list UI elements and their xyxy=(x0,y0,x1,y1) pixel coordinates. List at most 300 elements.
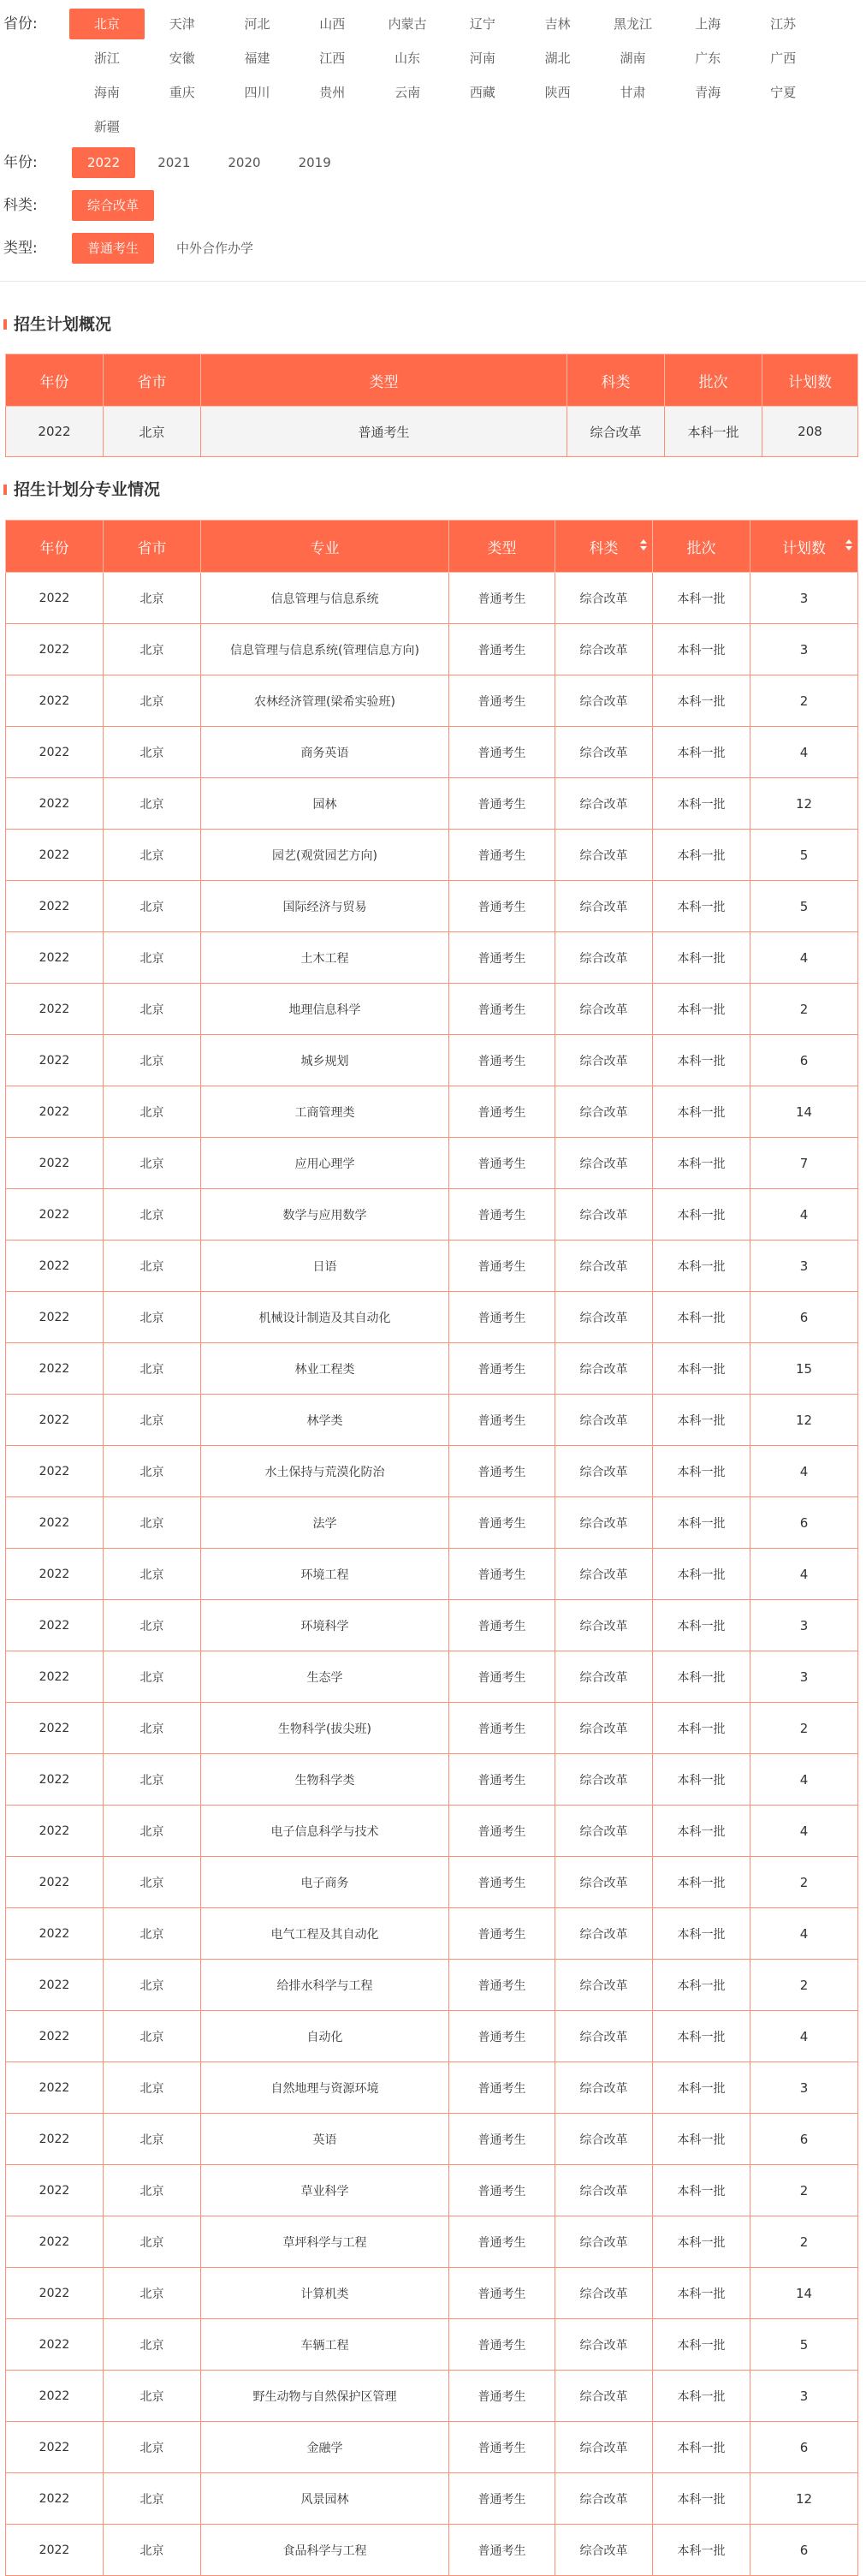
majors-header-label: 类型 xyxy=(487,539,517,557)
table-cell: 北京 xyxy=(104,1908,201,1960)
table-cell: 综合改革 xyxy=(555,727,653,778)
table-cell: 综合改革 xyxy=(555,1857,653,1908)
table-cell: 2022 xyxy=(6,2371,104,2422)
table-cell: 3 xyxy=(750,1651,858,1703)
table-cell: 北京 xyxy=(104,1651,201,1703)
table-cell: 2022 xyxy=(6,2062,104,2114)
table-cell: 2022 xyxy=(6,1138,104,1189)
table-cell: 2 xyxy=(750,1857,858,1908)
table-cell: 普通考生 xyxy=(449,1138,555,1189)
divider xyxy=(0,281,866,282)
table-cell: 综合改革 xyxy=(555,1138,653,1189)
table-cell: 2022 xyxy=(6,2268,104,2319)
table-cell: 北京 xyxy=(104,1189,201,1240)
table-cell: 综合改革 xyxy=(555,1343,653,1395)
table-cell: 4 xyxy=(750,727,858,778)
table-cell: 本科一批 xyxy=(653,1651,750,1703)
table-cell: 4 xyxy=(750,932,858,984)
province-option[interactable]: 江苏 xyxy=(770,16,797,32)
table-cell: 应用心理学 xyxy=(201,1138,449,1189)
majors-header-label: 专业 xyxy=(310,539,340,557)
table-cell: 综合改革 xyxy=(555,1960,653,2011)
table-cell: 英语 xyxy=(201,2114,449,2165)
table-cell: 12 xyxy=(750,778,858,830)
table-cell: 北京 xyxy=(104,2062,201,2114)
table-cell: 北京 xyxy=(104,1600,201,1651)
province-option[interactable]: 四川 xyxy=(244,85,270,100)
table-cell: 北京 xyxy=(104,573,201,624)
table-cell: 商务英语 xyxy=(201,727,449,778)
table-cell: 本科一批 xyxy=(653,932,750,984)
province-option[interactable]: 江西 xyxy=(319,51,346,66)
table-cell: 14 xyxy=(750,1086,858,1138)
table-cell: 电子商务 xyxy=(201,1857,449,1908)
year-option[interactable]: 2020 xyxy=(228,155,261,170)
table-cell: 综合改革 xyxy=(555,1703,653,1754)
province-option[interactable]: 贵州 xyxy=(319,85,346,100)
table-cell: 林学类 xyxy=(201,1395,449,1446)
summary-cell: 北京 xyxy=(104,407,201,457)
year-filter-row xyxy=(0,147,353,178)
table-cell: 3 xyxy=(750,573,858,624)
table-cell: 2022 xyxy=(6,573,104,624)
table-cell: 综合改革 xyxy=(555,1549,653,1600)
table-cell: 北京 xyxy=(104,984,201,1035)
table-cell: 12 xyxy=(750,1395,858,1446)
table-cell: 草坪科学与工程 xyxy=(201,2216,449,2268)
summary-cell: 208 xyxy=(762,407,858,457)
table-cell: 综合改革 xyxy=(555,2062,653,2114)
table-cell: 园林 xyxy=(201,778,449,830)
year-options xyxy=(72,147,353,178)
table-cell: 普通考生 xyxy=(449,2525,555,2576)
table-cell: 北京 xyxy=(104,1395,201,1446)
table-cell: 2022 xyxy=(6,624,104,675)
table-cell: 农林经济管理(梁希实验班) xyxy=(201,675,449,727)
table-cell: 普通考生 xyxy=(449,573,555,624)
table-cell: 2022 xyxy=(6,2165,104,2216)
type-option[interactable]: 普通考生 xyxy=(72,233,154,264)
table-cell: 2022 xyxy=(6,2319,104,2371)
table-cell: 3 xyxy=(750,2062,858,2114)
table-cell: 本科一批 xyxy=(653,1446,750,1497)
majors-header-label: 省市 xyxy=(137,539,167,557)
table-cell: 普通考生 xyxy=(449,2473,555,2525)
province-option[interactable]: 湖北 xyxy=(544,51,571,66)
table-cell: 综合改革 xyxy=(555,573,653,624)
table-cell: 2 xyxy=(750,2216,858,2268)
table-cell: 信息管理与信息系统 xyxy=(201,573,449,624)
table-cell: 普通考生 xyxy=(449,1754,555,1806)
table-cell: 2022 xyxy=(6,1292,104,1343)
table-cell: 北京 xyxy=(104,1549,201,1600)
table-cell: 北京 xyxy=(104,1703,201,1754)
table-cell: 金融学 xyxy=(201,2422,449,2473)
table-cell: 2 xyxy=(750,984,858,1035)
table-cell: 综合改革 xyxy=(555,881,653,932)
table-row xyxy=(6,2216,858,2268)
majors-header-cell[interactable] xyxy=(750,521,858,573)
table-cell: 本科一批 xyxy=(653,2062,750,2114)
province-option[interactable]: 吉林 xyxy=(544,16,571,32)
table-cell: 本科一批 xyxy=(653,2422,750,2473)
province-option[interactable]: 福建 xyxy=(244,51,270,66)
province-option[interactable]: 天津 xyxy=(169,16,195,32)
table-cell: 本科一批 xyxy=(653,778,750,830)
table-cell: 北京 xyxy=(104,2473,201,2525)
table-row xyxy=(6,1806,858,1857)
table-cell: 法学 xyxy=(201,1497,449,1549)
table-row xyxy=(6,727,858,778)
table-cell: 2022 xyxy=(6,1908,104,1960)
table-cell: 电子信息科学与技术 xyxy=(201,1806,449,1857)
table-cell: 综合改革 xyxy=(555,2114,653,2165)
table-cell: 本科一批 xyxy=(653,573,750,624)
table-cell: 2022 xyxy=(6,2011,104,2062)
sort-icon[interactable] xyxy=(845,539,851,551)
table-cell: 普通考生 xyxy=(449,2114,555,2165)
table-cell: 北京 xyxy=(104,1138,201,1189)
table-cell: 2022 xyxy=(6,1086,104,1138)
table-cell: 普通考生 xyxy=(449,778,555,830)
table-cell: 本科一批 xyxy=(653,2165,750,2216)
type-option[interactable]: 中外合作办学 xyxy=(176,241,254,256)
table-cell: 生态学 xyxy=(201,1651,449,1703)
table-cell: 普通考生 xyxy=(449,1857,555,1908)
table-cell: 北京 xyxy=(104,1497,201,1549)
province-option[interactable]: 海南 xyxy=(93,85,120,100)
table-cell: 计算机类 xyxy=(201,2268,449,2319)
province-option[interactable]: 浙江 xyxy=(93,51,120,66)
province-option[interactable]: 安徽 xyxy=(169,51,195,66)
table-row xyxy=(6,1086,858,1138)
table-cell: 本科一批 xyxy=(653,624,750,675)
province-option[interactable]: 河北 xyxy=(244,16,270,32)
table-cell: 综合改革 xyxy=(555,932,653,984)
table-cell: 普通考生 xyxy=(449,1395,555,1446)
table-cell: 综合改革 xyxy=(555,1908,653,1960)
table-cell: 北京 xyxy=(104,2216,201,2268)
table-cell: 2022 xyxy=(6,1754,104,1806)
table-cell: 3 xyxy=(750,624,858,675)
table-cell: 普通考生 xyxy=(449,1960,555,2011)
province-option[interactable]: 内蒙古 xyxy=(388,16,427,32)
table-cell: 4 xyxy=(750,1754,858,1806)
province-option[interactable]: 青海 xyxy=(695,85,721,100)
table-cell: 本科一批 xyxy=(653,2216,750,2268)
table-cell: 本科一批 xyxy=(653,1549,750,1600)
table-cell: 2022 xyxy=(6,1806,104,1857)
table-cell: 北京 xyxy=(104,830,201,881)
table-cell: 本科一批 xyxy=(653,1497,750,1549)
year-option[interactable]: 2021 xyxy=(157,155,191,170)
table-row xyxy=(6,2319,858,2371)
majors-header-cell xyxy=(653,521,750,573)
table-cell: 综合改革 xyxy=(555,2011,653,2062)
table-cell: 环境科学 xyxy=(201,1600,449,1651)
table-cell: 15 xyxy=(750,1343,858,1395)
table-row xyxy=(6,1446,858,1497)
table-cell: 北京 xyxy=(104,778,201,830)
table-cell: 北京 xyxy=(104,624,201,675)
province-option[interactable]: 甘肃 xyxy=(620,85,646,100)
table-row xyxy=(6,1497,858,1549)
table-cell: 综合改革 xyxy=(555,1651,653,1703)
summary-header-cell: 类型 xyxy=(201,354,567,407)
table-cell: 普通考生 xyxy=(449,830,555,881)
summary-cell: 2022 xyxy=(6,407,104,457)
table-cell: 本科一批 xyxy=(653,675,750,727)
table-cell: 普通考生 xyxy=(449,1240,555,1292)
table-cell: 本科一批 xyxy=(653,1292,750,1343)
table-cell: 地理信息科学 xyxy=(201,984,449,1035)
subject-label: 科类: xyxy=(3,197,38,214)
table-cell: 北京 xyxy=(104,1446,201,1497)
province-option[interactable]: 山东 xyxy=(394,51,421,66)
table-cell: 本科一批 xyxy=(653,1189,750,1240)
sort-icon[interactable] xyxy=(640,539,645,551)
subject-option[interactable]: 综合改革 xyxy=(72,190,154,221)
table-cell: 4 xyxy=(750,1806,858,1857)
table-row xyxy=(6,2371,858,2422)
province-option[interactable]: 北京 xyxy=(69,9,145,39)
province-option[interactable]: 西藏 xyxy=(469,85,495,100)
province-option[interactable]: 湖南 xyxy=(620,51,646,66)
table-cell: 6 xyxy=(750,2525,858,2576)
table-cell: 综合改革 xyxy=(555,2319,653,2371)
province-option[interactable]: 云南 xyxy=(394,85,421,100)
subject-options xyxy=(72,190,161,221)
table-cell: 北京 xyxy=(104,1754,201,1806)
province-option[interactable]: 河南 xyxy=(469,51,495,66)
table-cell: 本科一批 xyxy=(653,1754,750,1806)
table-cell: 北京 xyxy=(104,932,201,984)
table-row xyxy=(6,2525,858,2576)
table-row xyxy=(6,830,858,881)
table-cell: 综合改革 xyxy=(555,2422,653,2473)
majors-header-cell[interactable] xyxy=(555,521,653,573)
table-cell: 2 xyxy=(750,2165,858,2216)
table-cell: 6 xyxy=(750,1497,858,1549)
table-cell: 本科一批 xyxy=(653,881,750,932)
summary-cell: 普通考生 xyxy=(201,407,567,457)
table-cell: 园艺(观赏园艺方向) xyxy=(201,830,449,881)
table-row xyxy=(6,2165,858,2216)
table-row xyxy=(6,2011,858,2062)
table-cell: 2022 xyxy=(6,1651,104,1703)
table-cell: 本科一批 xyxy=(653,1138,750,1189)
table-cell: 综合改革 xyxy=(555,1754,653,1806)
table-cell: 本科一批 xyxy=(653,984,750,1035)
table-cell: 机械设计制造及其自动化 xyxy=(201,1292,449,1343)
table-cell: 4 xyxy=(750,1908,858,1960)
table-cell: 2022 xyxy=(6,2473,104,2525)
table-cell: 自动化 xyxy=(201,2011,449,2062)
table-cell: 6 xyxy=(750,2422,858,2473)
summary-table xyxy=(5,354,858,457)
table-cell: 国际经济与贸易 xyxy=(201,881,449,932)
province-option[interactable]: 新疆 xyxy=(93,119,120,134)
table-cell: 电气工程及其自动化 xyxy=(201,1908,449,1960)
table-cell: 风景园林 xyxy=(201,2473,449,2525)
table-cell: 北京 xyxy=(104,2319,201,2371)
table-cell: 普通考生 xyxy=(449,1806,555,1857)
table-cell: 综合改革 xyxy=(555,624,653,675)
table-cell: 给排水科学与工程 xyxy=(201,1960,449,2011)
table-row xyxy=(6,1240,858,1292)
summary-header-cell: 年份 xyxy=(6,354,104,407)
table-cell: 工商管理类 xyxy=(201,1086,449,1138)
majors-header-cell xyxy=(104,521,201,573)
table-cell: 北京 xyxy=(104,1960,201,2011)
table-cell: 水土保持与荒漠化防治 xyxy=(201,1446,449,1497)
table-cell: 综合改革 xyxy=(555,1086,653,1138)
majors-header-label: 批次 xyxy=(686,539,716,557)
table-cell: 本科一批 xyxy=(653,1908,750,1960)
table-row xyxy=(6,932,858,984)
province-option[interactable]: 广西 xyxy=(770,51,797,66)
table-cell: 普通考生 xyxy=(449,881,555,932)
table-cell: 普通考生 xyxy=(449,1189,555,1240)
province-option[interactable]: 山西 xyxy=(319,16,346,32)
table-row xyxy=(6,1754,858,1806)
table-row xyxy=(6,1189,858,1240)
table-cell: 普通考生 xyxy=(449,2062,555,2114)
table-cell: 本科一批 xyxy=(653,2371,750,2422)
table-cell: 食品科学与工程 xyxy=(201,2525,449,2576)
table-cell: 综合改革 xyxy=(555,1035,653,1086)
table-cell: 普通考生 xyxy=(449,2165,555,2216)
province-option[interactable]: 上海 xyxy=(695,16,721,32)
majors-header-label: 科类 xyxy=(589,539,619,557)
table-cell: 2022 xyxy=(6,2216,104,2268)
table-cell: 综合改革 xyxy=(555,1292,653,1343)
table-cell: 5 xyxy=(750,830,858,881)
table-row xyxy=(6,881,858,932)
table-cell: 2022 xyxy=(6,675,104,727)
table-cell: 普通考生 xyxy=(449,1703,555,1754)
summary-header-cell: 计划数 xyxy=(762,354,858,407)
table-cell: 普通考生 xyxy=(449,1651,555,1703)
table-cell: 普通考生 xyxy=(449,2216,555,2268)
table-cell: 2022 xyxy=(6,881,104,932)
table-cell: 2022 xyxy=(6,1189,104,1240)
table-cell: 5 xyxy=(750,2319,858,2371)
table-cell: 3 xyxy=(750,2371,858,2422)
province-option[interactable]: 宁夏 xyxy=(770,85,797,100)
type-filter-row xyxy=(0,233,276,264)
table-cell: 野生动物与自然保护区管理 xyxy=(201,2371,449,2422)
table-cell: 北京 xyxy=(104,2525,201,2576)
table-cell: 本科一批 xyxy=(653,1857,750,1908)
summary-title: 招生计划概况 xyxy=(3,314,111,335)
province-option[interactable]: 黑龙江 xyxy=(613,16,652,32)
table-cell: 4 xyxy=(750,1549,858,1600)
table-cell: 车辆工程 xyxy=(201,2319,449,2371)
table-cell: 12 xyxy=(750,2473,858,2525)
table-row xyxy=(6,778,858,830)
majors-header-label: 年份 xyxy=(39,539,69,557)
table-cell: 普通考生 xyxy=(449,1446,555,1497)
table-cell: 本科一批 xyxy=(653,2525,750,2576)
type-label: 类型: xyxy=(3,240,38,257)
summary-row xyxy=(6,407,858,457)
table-cell: 本科一批 xyxy=(653,727,750,778)
table-cell: 2022 xyxy=(6,2114,104,2165)
table-cell: 普通考生 xyxy=(449,1035,555,1086)
table-cell: 2022 xyxy=(6,1600,104,1651)
table-row xyxy=(6,1857,858,1908)
table-row xyxy=(6,2422,858,2473)
table-cell: 2022 xyxy=(6,778,104,830)
table-row xyxy=(6,1395,858,1446)
table-cell: 2022 xyxy=(6,1395,104,1446)
table-cell: 普通考生 xyxy=(449,1908,555,1960)
table-cell: 普通考生 xyxy=(449,727,555,778)
table-cell: 本科一批 xyxy=(653,2473,750,2525)
table-cell: 4 xyxy=(750,2011,858,2062)
year-option[interactable]: 2019 xyxy=(298,155,331,170)
table-row xyxy=(6,1035,858,1086)
table-cell: 本科一批 xyxy=(653,1240,750,1292)
table-cell: 2022 xyxy=(6,2525,104,2576)
majors-table xyxy=(5,520,858,2576)
table-row xyxy=(6,2473,858,2525)
table-cell: 北京 xyxy=(104,2165,201,2216)
table-cell: 综合改革 xyxy=(555,1395,653,1446)
province-option[interactable]: 陕西 xyxy=(544,85,571,100)
table-cell: 北京 xyxy=(104,2114,201,2165)
table-cell: 综合改革 xyxy=(555,778,653,830)
table-cell: 生物科学(拔尖班) xyxy=(201,1703,449,1754)
majors-header-cell xyxy=(449,521,555,573)
province-option[interactable]: 辽宁 xyxy=(469,16,495,32)
table-cell: 生物科学类 xyxy=(201,1754,449,1806)
table-row xyxy=(6,1343,858,1395)
table-row xyxy=(6,1549,858,1600)
table-cell: 普通考生 xyxy=(449,1343,555,1395)
summary-cell: 本科一批 xyxy=(665,407,762,457)
table-cell: 普通考生 xyxy=(449,2371,555,2422)
province-option[interactable]: 重庆 xyxy=(169,85,195,100)
table-cell: 3 xyxy=(750,1600,858,1651)
table-cell: 综合改革 xyxy=(555,2371,653,2422)
majors-title: 招生计划分专业情况 xyxy=(3,479,160,500)
table-row xyxy=(6,984,858,1035)
year-option[interactable]: 2022 xyxy=(72,147,135,178)
table-cell: 5 xyxy=(750,881,858,932)
table-cell: 北京 xyxy=(104,727,201,778)
table-cell: 6 xyxy=(750,1035,858,1086)
table-cell: 北京 xyxy=(104,1806,201,1857)
type-options xyxy=(72,233,276,264)
table-cell: 城乡规划 xyxy=(201,1035,449,1086)
table-cell: 信息管理与信息系统(管理信息方向) xyxy=(201,624,449,675)
table-cell: 14 xyxy=(750,2268,858,2319)
table-cell: 北京 xyxy=(104,881,201,932)
table-cell: 综合改革 xyxy=(555,1446,653,1497)
summary-cell: 综合改革 xyxy=(567,407,665,457)
table-cell: 2022 xyxy=(6,2422,104,2473)
table-cell: 综合改革 xyxy=(555,2473,653,2525)
table-cell: 北京 xyxy=(104,675,201,727)
table-row xyxy=(6,624,858,675)
table-cell: 综合改革 xyxy=(555,2268,653,2319)
province-option[interactable]: 广东 xyxy=(695,51,721,66)
table-cell: 2 xyxy=(750,675,858,727)
table-cell: 本科一批 xyxy=(653,2114,750,2165)
table-cell: 普通考生 xyxy=(449,1292,555,1343)
